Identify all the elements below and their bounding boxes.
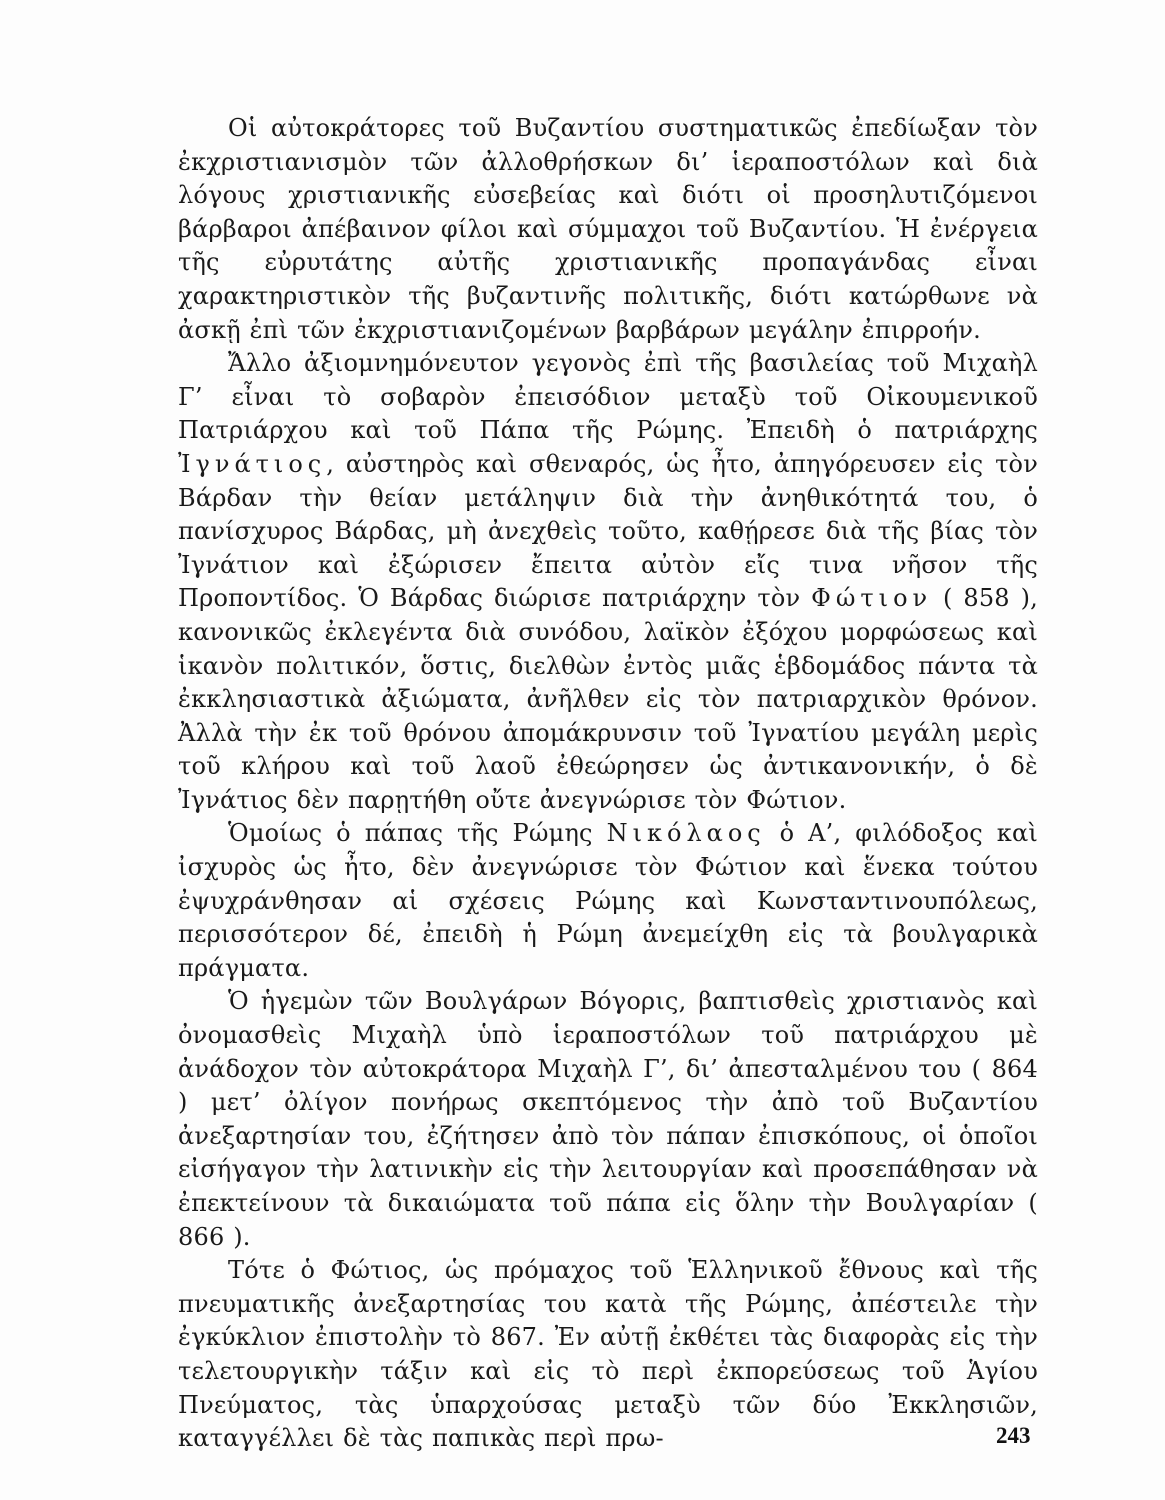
body-text (178, 112, 1038, 1456)
paragraph (178, 985, 1038, 1254)
text-run: Τότε ὁ Φώτιος, ὡς πρόμαχος τοῦ Ἑλληνικοῦ ἔθνους καὶ τῆς πνευματικῆς ἀνεξαρτησίας του κατὰ τῆς Ρώμης, ἀπέστειλε τὴν ἐγκύκλιον ἐπιστολὴν τὸ 867. Ἐν αὐτῇ ἐκθέτει τὰς διαφορὰς εἰς τὴν τελετουργικὴν τάξιν καὶ εἰς τὸ περὶ ἐκπορεύσεως τοῦ Ἁγίου Πνεύματος, τὰς ὑπαρχούσας μεταξὺ τῶν δύο Ἐκκλησιῶν, καταγγέλλει δὲ τὰς παπικὰς περὶ πρω- (178, 1256, 1038, 1453)
text-run: , αὐστηρὸς καὶ σθεναρός, ὡς ἦτο, ἀπηγόρευσεν εἰς τὸν Βάρδαν τὴν θείαν μετάληψιν διὰ τὴν ἀνηθικότητά του, ὁ πανίσχυρος Βάρδας, μὴ ἀνεχθεὶς τοῦτο, καθῄρεσε διὰ τῆς βίας τὸν Ἰγνάτιον καὶ ἐξώρισεν ἔπειτα αὐτὸν εἴς τινα νῆσον τῆς Προποντίδος. Ὁ Βάρδας διώρισε πατριάρχην τὸν (178, 449, 1038, 613)
text-run: Οἱ αὐτοκράτορες τοῦ Βυζαντίου συστηματικῶς ἐπεδίωξαν τὸν ἐκχριστιανισμὸν τῶν ἀλλοθρήσκων δι’ ἱεραποστόλων καὶ διὰ λόγους χριστιανικῆς εὐσεβείας καὶ διότι οἱ προσηλυτιζόμενοι βάρβαροι ἀπέβαινον φίλοι καὶ σύμμαχοι τοῦ Βυζαντίου. Ἡ ἐνέργεια τῆς εὐρυτάτης αὐτῆς χριστιανικῆς προπαγάνδας εἶναι χαρακτηριστικὸν τῆς βυζαντινῆς πολιτικῆς, διότι κατώρθωνε νὰ ἀσκῇ ἐπὶ τῶν ἐκχριστιανιζομένων βαρβάρων μεγάλην ἐπιρροήν. (178, 114, 1038, 344)
paragraph (178, 1254, 1038, 1456)
paragraph (178, 817, 1038, 985)
text-run: Ἄλλο ἀξιομνημόνευτον γεγονὸς ἐπὶ τῆς βασιλείας τοῦ Μιχαὴλ Γ’ εἶναι τὸ σοβαρὸν ἐπεισόδιον μεταξὺ τοῦ Οἰκουμενικοῦ Πατριάρχου καὶ τοῦ Πάπα τῆς Ρώμης. Ἐπειδὴ ὁ πατριάρχης (178, 349, 1038, 445)
paragraph (178, 112, 1038, 347)
page-number: 243 (996, 1423, 1031, 1448)
text-run: ὁ Α’, φιλόδοξος καὶ ἰσχυρὸς ὡς ἦτο, δὲν ἀνεγνώρισε τὸν Φώτιον καὶ ἕνεκα τούτου ἐψυχράνθησαν αἱ σχέσεις Ρώμης καὶ Κωνσταντινουπόλεως, περισσότερον δέ, ἐπειδὴ ἡ Ρώμη ἀνεμείχθη εἰς τὰ βουλγαρικὰ πράγματα. (178, 819, 1038, 982)
spaced-name-photios: Φώτιον (811, 584, 933, 613)
text-run: Ὁμοίως ὁ πάπας τῆς Ρώμης (228, 819, 607, 848)
text-run: ( 858 ), κανονικῶς ἐκλεγέντα διὰ συνόδου, λαϊκὸν ἐξόχου μορφώσεως καὶ ἱκανὸν πολιτικόν, ὅστις, διελθὼν ἐντὸς μιᾶς ἑβδομάδος πάντα τὰ ἐκκλησιαστικὰ ἀξιώματα, ἀνῆλθεν εἰς τὸν πατριαρχικὸν θρόνον. Ἀλλὰ τὴν ἐκ τοῦ θρόνου ἀπομάκρυνσιν τοῦ Ἰγνατίου μεγάλη μερὶς τοῦ κλήρου καὶ τοῦ λαοῦ ἐθεώρησεν ὡς ἀντικανονικήν, ὁ δὲ Ἰγνάτιος δὲν παρῃτήθη οὔτε ἀνεγνώρισε τὸν Φώτιον. (178, 584, 1038, 814)
text-run: Ὁ ἡγεμὼν τῶν Βουλγάρων Βόγορις, βαπτισθεὶς χριστιανὸς καὶ ὀνομασθεὶς Μιχαὴλ ὑπὸ ἱεραποστόλων τοῦ πατριάρχου μὲ ἀνάδοχον τὸν αὐτοκράτορα Μιχαὴλ Γ’, δι’ ἀπεσταλμένου του ( 864 ) μετ’ ὀλίγον πονήρως σκεπτόμενος τὴν ἀπὸ τοῦ Βυζαντίου ἀνεξαρτησίαν του, ἐζήτησεν ἀπὸ τὸν πάπαν ἐπισκόπους, οἱ ὁποῖοι εἰσήγαγον τὴν λατινικὴν εἰς τὴν λειτουργίαν καὶ προσεπάθησαν νὰ ἐπεκτείνουν τὰ δικαιώματα τοῦ πάπα εἰς ὅλην τὴν Βουλγαρίαν ( 866 ). (178, 987, 1038, 1251)
spaced-name-nikolaos: Νικόλαος (606, 819, 766, 848)
paragraph (178, 347, 1038, 817)
spaced-name-ignatios: Ἰγνάτιος (178, 449, 327, 478)
